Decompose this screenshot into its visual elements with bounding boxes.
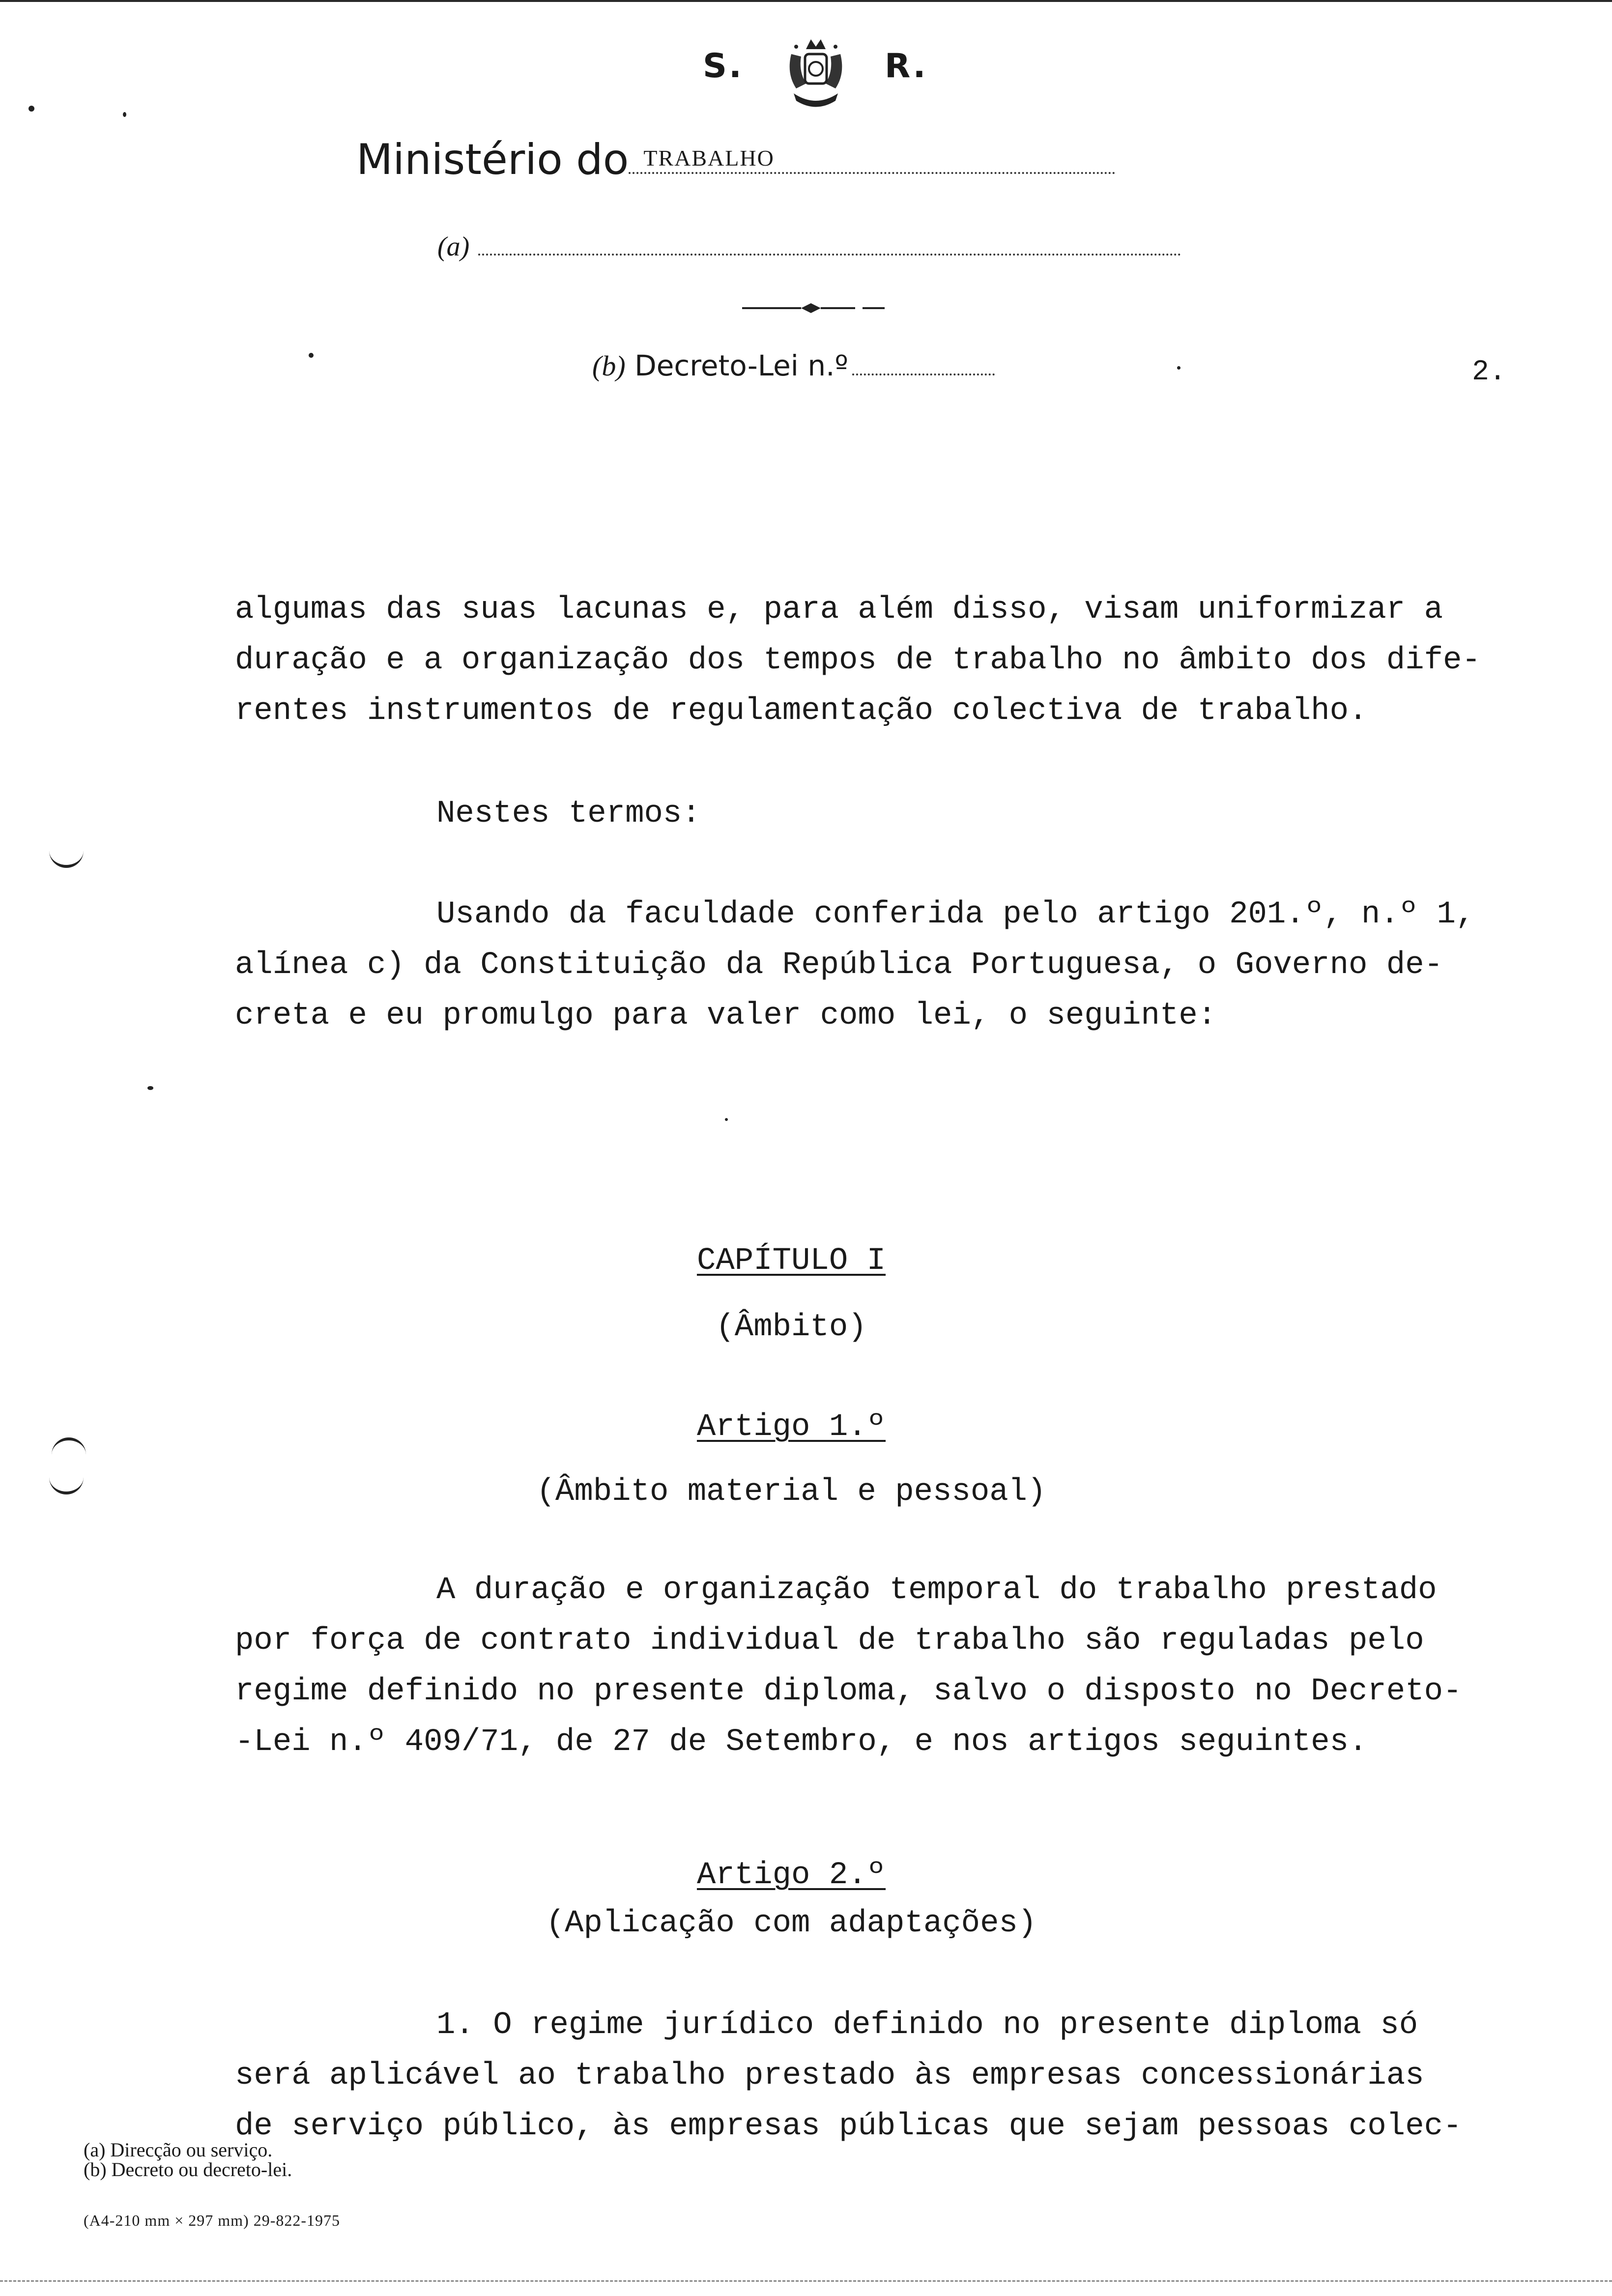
print-info: (A4-210 mm × 297 mm) 29-822-1975	[84, 2211, 340, 2229]
footnotes	[84, 2140, 292, 2180]
direction-dotted-field	[478, 249, 1181, 256]
text-line: regime definido no presente diploma, salvo o disposto no Decreto-	[235, 1674, 1462, 1709]
footnote-b-marker: (b)	[592, 350, 626, 382]
article-2-title: Artigo 2.º	[696, 1858, 886, 1893]
usando-paragraph	[235, 890, 1474, 1041]
ministry-label: Ministério do	[356, 135, 629, 184]
article-1-subtitle-wrap	[0, 1474, 1612, 1510]
page-number: 2.	[1472, 356, 1506, 388]
top-border	[0, 0, 1612, 2]
article-1-title-wrap	[0, 1409, 1612, 1445]
text-line: -Lei n.º 409/71, de 27 de Setembro, e nos artigos seguintes.	[235, 1724, 1368, 1760]
department-name: TRABALHO	[643, 145, 775, 171]
footnote-a-marker: (a)	[437, 231, 470, 262]
scan-speck	[29, 106, 34, 112]
chapter-subtitle: (Âmbito)	[716, 1310, 867, 1345]
text-line: creta e eu promulgo para valer como lei, o seguinte:	[235, 998, 1217, 1033]
text-line: algumas das suas lacunas e, para além disso, visam uniformizar a	[235, 592, 1443, 628]
article-1-subtitle: (Âmbito material e pessoal)	[536, 1474, 1046, 1510]
text-line: será aplicável ao trabalho prestado às empresas concessionárias	[235, 2058, 1424, 2094]
text-line: A duração e organização temporal do trabalho prestado	[436, 1573, 1437, 1608]
divider-ornament	[742, 301, 885, 316]
article-2-title-wrap	[0, 1858, 1612, 1893]
scan-bottom-edge	[0, 2280, 1612, 2285]
scan-speck	[1177, 366, 1180, 370]
article-1-title: Artigo 1.º	[696, 1409, 886, 1445]
chapter-title-wrap	[0, 1243, 1612, 1279]
header-s: S.	[703, 47, 744, 86]
coat-of-arms-icon	[781, 34, 850, 113]
decreto-line	[592, 349, 995, 382]
text-line: duração e a organização dos tempos de trabalho no âmbito dos dife-	[235, 643, 1481, 678]
article-2-subtitle-wrap	[0, 1906, 1612, 1941]
scan-speck	[147, 1086, 153, 1090]
text-line: Usando da faculdade conferida pelo artigo 201.º, n.º 1,	[436, 897, 1475, 932]
chapter-subtitle-wrap	[0, 1310, 1612, 1345]
scan-speck	[725, 1118, 728, 1121]
decreto-label: Decreto-Lei n.º	[634, 349, 848, 382]
text-line: 1. O regime jurídico definido no presente diploma só	[436, 2008, 1418, 2043]
article-2-paragraph	[235, 2000, 1462, 2152]
footnote-b: (b) Decreto ou decreto-lei.	[84, 2158, 292, 2181]
article-1-paragraph	[235, 1565, 1462, 1768]
decreto-dotted-field	[852, 369, 995, 375]
article-2-subtitle: (Aplicação com adaptações)	[546, 1906, 1037, 1941]
scan-speck	[123, 112, 126, 117]
text-line: por força de contrato individual de trabalho são reguladas pelo	[235, 1623, 1424, 1659]
header-r: R.	[885, 47, 928, 86]
intro-paragraph	[235, 585, 1481, 737]
chapter-title: CAPÍTULO I	[696, 1243, 886, 1279]
text-line: de serviço público, às empresas públicas que sejam pessoas colec-	[235, 2109, 1462, 2144]
scan-speck	[309, 353, 314, 358]
ministry-dotted-field	[629, 147, 1115, 174]
ministry-line	[356, 135, 1115, 184]
footnote-a: (a) Direcção ou serviço.	[84, 2139, 273, 2161]
text-line: alínea c) da Constituição da República Portuguesa, o Governo de-	[235, 947, 1443, 983]
binding-hole-mark	[49, 845, 84, 868]
direction-line	[437, 231, 1181, 262]
nestes-termos: Nestes termos:	[436, 796, 701, 832]
text-line: rentes instrumentos de regulamentação colectiva de trabalho.	[235, 693, 1368, 729]
